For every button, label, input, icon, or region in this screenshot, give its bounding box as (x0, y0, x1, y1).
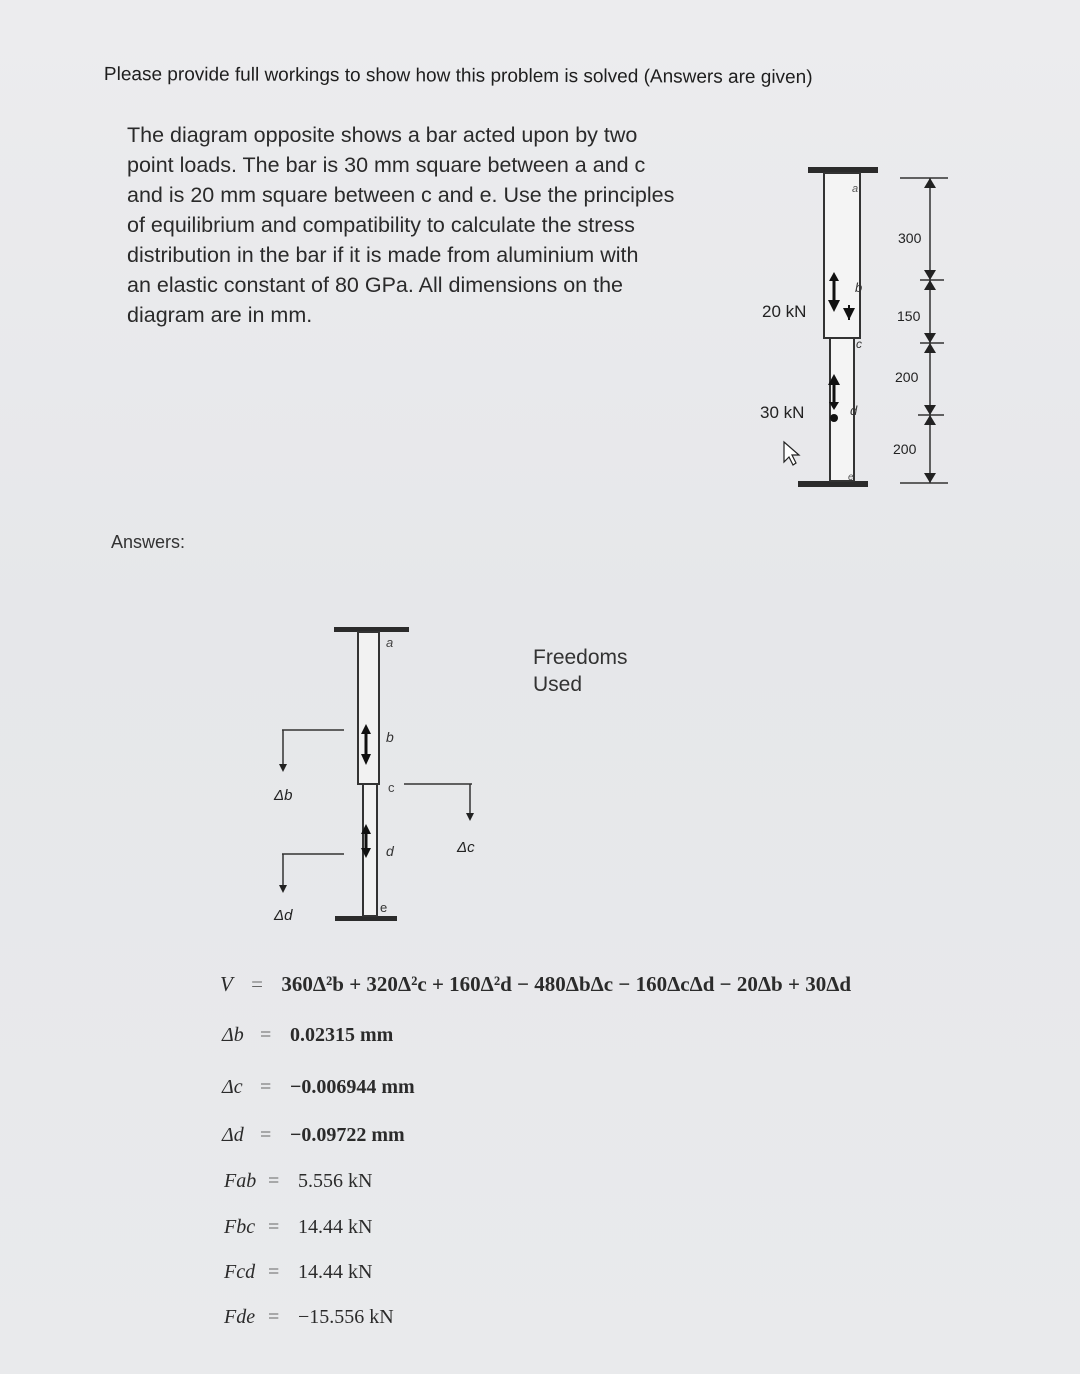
delta-d-label: Δd (274, 907, 293, 924)
equals-sign: = (268, 1170, 280, 1192)
freedom-node-a: a (386, 635, 394, 650)
result-symbol: Δb (222, 1024, 244, 1046)
node-label-c: c (856, 337, 862, 351)
delta-b-label: Δb (274, 787, 293, 804)
cursor-icon (784, 442, 799, 465)
dimension-label-200-bottom: 200 (893, 441, 917, 457)
result-symbol: Δc (222, 1076, 243, 1098)
delta-d-indicator (282, 854, 344, 888)
equals-sign: = (260, 1024, 272, 1046)
freedoms-line-2: Used (533, 673, 583, 696)
equals-sign: = (260, 1124, 272, 1146)
freedom-node-c: c (388, 780, 395, 795)
node-label-e: e (848, 472, 854, 483)
prompt-text: Please provide full workings to show how this problem is solved (Answers are given) (103, 64, 813, 89)
result-symbol: Fcd (224, 1261, 256, 1283)
bar-figure (750, 150, 960, 500)
equals-sign: = (260, 1076, 272, 1098)
delta-c-indicator (404, 784, 472, 816)
result-value: 0.02315 mm (290, 1024, 394, 1046)
dimension-label-300: 300 (898, 230, 922, 246)
dimension-line (900, 178, 948, 483)
freedom-node-b: b (386, 729, 394, 745)
problem-line: of equilibrium and compatibility to calculate the stress (127, 213, 635, 237)
result-symbol: Fde (224, 1306, 256, 1328)
node-label-d: d (850, 403, 858, 418)
result-symbol: Fab (224, 1170, 257, 1192)
dimension-label-200-top: 200 (895, 369, 919, 385)
result-row-force-de (224, 1306, 394, 1329)
equals-sign: = (251, 972, 263, 996)
result-row-force-cd (224, 1261, 372, 1284)
result-value: −15.556 kN (298, 1306, 394, 1328)
problem-statement (127, 120, 707, 330)
result-value: 14.44 kN (298, 1261, 373, 1283)
problem-line: The diagram opposite shows a bar acted upon by two (127, 123, 638, 147)
problem-line: distribution in the bar if it is made from aluminium with (127, 243, 639, 267)
freedoms-used-label (533, 644, 628, 698)
result-row-delta-c (222, 1076, 415, 1099)
result-row-delta-d (222, 1124, 405, 1147)
freedoms-line-1: Freedoms (533, 646, 628, 669)
result-value: 14.44 kN (298, 1216, 373, 1238)
delta-d-arrowhead (279, 885, 287, 893)
problem-line: and is 20 mm square between c and e. Use the principles (127, 183, 675, 207)
energy-equation (220, 972, 851, 997)
freedom-node-d: d (386, 843, 394, 859)
freedom-bar-upper (358, 632, 379, 784)
freedom-diagram (262, 620, 502, 930)
result-row-force-ab (224, 1170, 372, 1193)
result-value: −0.006944 mm (290, 1076, 415, 1098)
load-label-20kn: 20 kN (762, 302, 807, 321)
equation-lhs: V (220, 972, 233, 996)
equals-sign: = (268, 1216, 280, 1238)
equals-sign: = (268, 1306, 280, 1328)
dimension-label-150: 150 (897, 308, 921, 324)
delta-b-arrowhead (279, 764, 287, 772)
problem-line: an elastic constant of 80 GPa. All dimensions on the (127, 273, 623, 297)
delta-c-label: Δc (457, 839, 475, 856)
delta-c-arrowhead (466, 813, 474, 821)
answers-label: Answers: (111, 532, 186, 552)
result-row-force-bc (224, 1216, 372, 1239)
bar-section-ac (824, 173, 863, 338)
freedom-node-e: e (380, 900, 388, 915)
node-label-b: b (855, 280, 863, 295)
result-value: 5.556 kN (298, 1170, 373, 1192)
result-value: −0.09722 mm (290, 1124, 405, 1146)
node-label-a: a (852, 183, 859, 195)
problem-line: point loads. The bar is 30 mm square between a and c (127, 153, 646, 177)
problem-line: diagram are in mm. (127, 303, 313, 327)
result-symbol: Fbc (224, 1216, 256, 1238)
result-row-delta-b (222, 1024, 393, 1047)
result-symbol: Δd (222, 1124, 244, 1146)
load-label-30kn: 30 kN (760, 403, 805, 422)
delta-b-indicator (282, 730, 344, 768)
equation-rhs: 360Δ²b + 320Δ²c + 160Δ²d − 480ΔbΔc − 160ΔcΔd − 20Δb + 30Δd (281, 972, 852, 996)
equals-sign: = (268, 1261, 280, 1283)
